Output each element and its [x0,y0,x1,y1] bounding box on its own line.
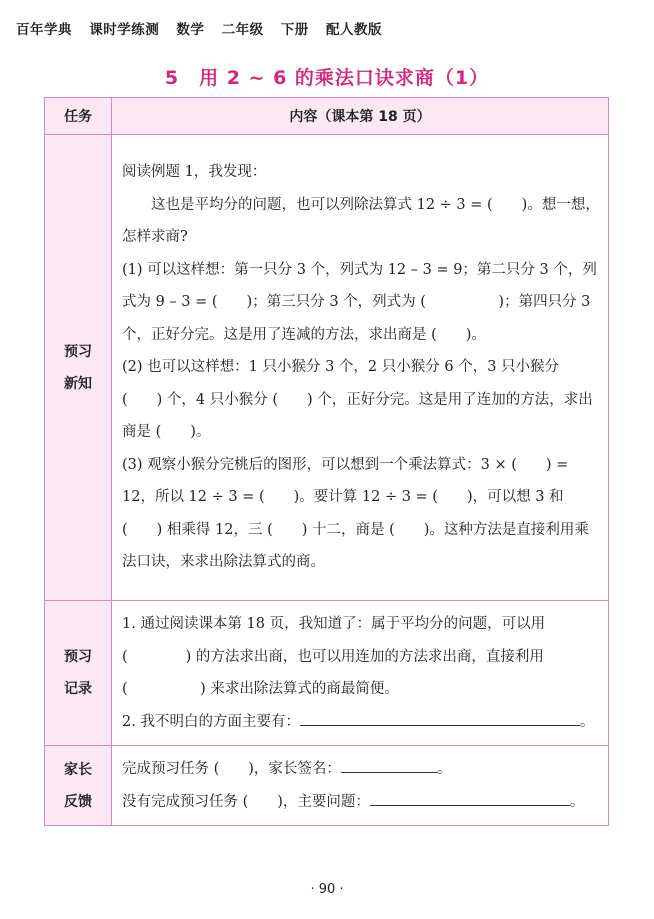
text-line: 这也是平均分的问题，也可以列除法算式 12 ÷ 3 = ( )。想一想，怎样求商? [122,196,600,246]
problem-blank[interactable] [370,804,570,806]
page-header [16,18,394,38]
signature-blank[interactable] [341,771,437,773]
header-item: 百年学典 [16,22,72,38]
answer-blank[interactable] [300,724,580,726]
row-label-preview-knowledge: 预习 新知 [45,135,112,601]
header-item: 配人教版 [326,22,383,38]
header-item: 二年级 [221,22,264,38]
task-column-header: 任务 [45,98,112,135]
task-table [44,97,609,826]
text-line: 完成预习任务 ( )，家长签名： 。 [122,761,452,777]
parent-feedback-content [112,746,609,826]
preview-record-content [112,601,609,746]
text-line: 2. 我不明白的方面主要有： 。 [122,713,595,730]
text-line: (3) 观察小猴分完桃后的图形，可以想到一个乘法算式：3 × ( ) = 12，所以 12 ÷ 3 = ( )。要计算 12 ÷ 3 = ( )，可以想 3 和 ( ) 相乘得 12，三 ( ) 十二，商是 ( )。这种方法是直接利用乘法口诀，来求出除法算式的商。 [122,456,589,571]
header-item: 数学 [176,22,205,38]
header-item: 课时学练测 [89,22,160,38]
text-line: 没有完成预习任务 ( )，主要问题： 。 [122,793,585,810]
text-line: (2) 也可以这样想：1 只小猴分 3 个，2 只小猴分 6 个，3 只小猴分 ( ) 个，4 只小猴分 ( ) 个，正好分完。这是用了连加的方法，求出商是 ( )。 [122,359,593,441]
row-label-preview-record: 预习 记录 [45,601,112,746]
content-column-header: 内容（课本第 18 页） [112,98,609,135]
preview-knowledge-content [112,135,609,601]
header-item: 下册 [280,22,309,38]
page-number: · 90 · [310,882,344,897]
lesson-title: 5 用 2 ~ 6 的乘法口诀求商（1） [164,67,490,89]
text-line: ( ) 来求出除法算式的商最简便。 [122,681,399,697]
text-line: ( ) 的方法求出商，也可以用连加的方法求出商，直接利用 [122,648,544,665]
text-line: (1) 可以这样想：第一只分 3 个，列式为 12 – 3 = 9；第二只分 3 个，列式为 9 – 3 = ( )；第三只分 3 个，列式为 ( )；第四只分 3 个，正好分完。这是用了连减的方法，求出商是 ( )。 [122,261,597,343]
text-line: 1. 通过阅读课本第 18 页，我知道了：属于平均分的问题，可以用 [122,616,546,632]
row-label-parent-feedback: 家长 反馈 [45,746,112,826]
text-line: 阅读例题 1，我发现： [122,164,267,181]
